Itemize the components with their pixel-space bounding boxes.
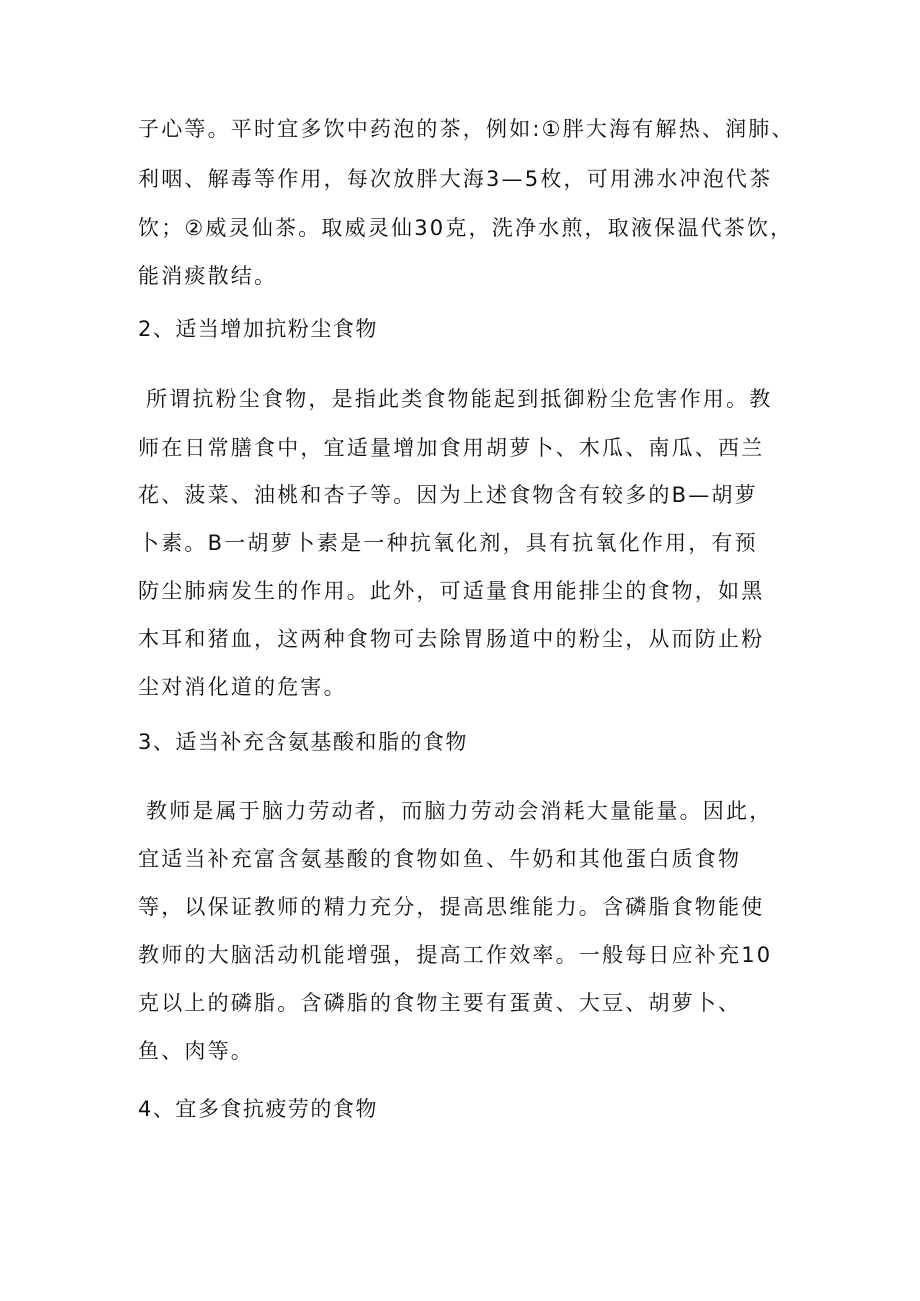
- paragraph-line: 木耳和猪血，这两种食物可去除胃肠道中的粉尘，从而防止粉: [138, 627, 765, 651]
- paragraph-line: 能消痰散结。: [138, 264, 278, 288]
- paragraph-line: 教师的大脑活动机能增强，提高工作效率。一般每日应补充10: [138, 943, 773, 967]
- paragraph-line: 教师是属于脑力劳动者，而脑力劳动会消耗大量能量。因此，: [146, 799, 773, 823]
- paragraph-line: 师在日常膳食中，宜适量增加食用胡萝卜、木瓜、南瓜、西兰: [138, 436, 765, 460]
- paragraph-line: 利咽、解毒等作用，每次放胖大海3—5枚，可用沸水冲泡代茶: [138, 167, 773, 191]
- paragraph-line: 花、菠菜、油桃和杏子等。因为上述食物含有较多的B—胡萝: [138, 483, 758, 507]
- section-heading-3: 3、适当补充含氨基酸和脂的食物: [138, 730, 468, 754]
- paragraph-line: 尘对消化道的危害。: [138, 675, 347, 699]
- paragraph-line: 克以上的磷脂。含磷脂的食物主要有蛋黄、大豆、胡萝卜、: [138, 991, 742, 1015]
- paragraph-line: 卜素。B一胡萝卜素是一种抗氧化剂，具有抗氧化作用，有预: [138, 531, 758, 555]
- paragraph-line: 所谓抗粉尘食物，是指此类食物能起到抵御粉尘危害作用。教: [146, 387, 773, 411]
- paragraph-line: 防尘肺病发生的作用。此外，可适量食用能排尘的食物，如黑: [138, 579, 765, 603]
- section-heading-4: 4、宜多食抗疲劳的食物: [138, 1097, 378, 1121]
- paragraph-line: 子心等。平时宜多饮中药泡的茶，例如:①胖大海有解热、润肺、: [138, 117, 795, 141]
- section-heading-2: 2、适当增加抗粉尘食物: [138, 317, 378, 341]
- paragraph-line: 等，以保证教师的精力充分，提高思维能力。含磷脂食物能使: [138, 895, 765, 919]
- paragraph-line: 饮；②威灵仙茶。取威灵仙30克，洗净水煎，取液保温代茶饮，: [138, 216, 794, 240]
- paragraph-line: 宜适当补充富含氨基酸的食物如鱼、牛奶和其他蛋白质食物: [138, 847, 742, 871]
- paragraph-line: 鱼、肉等。: [138, 1039, 254, 1063]
